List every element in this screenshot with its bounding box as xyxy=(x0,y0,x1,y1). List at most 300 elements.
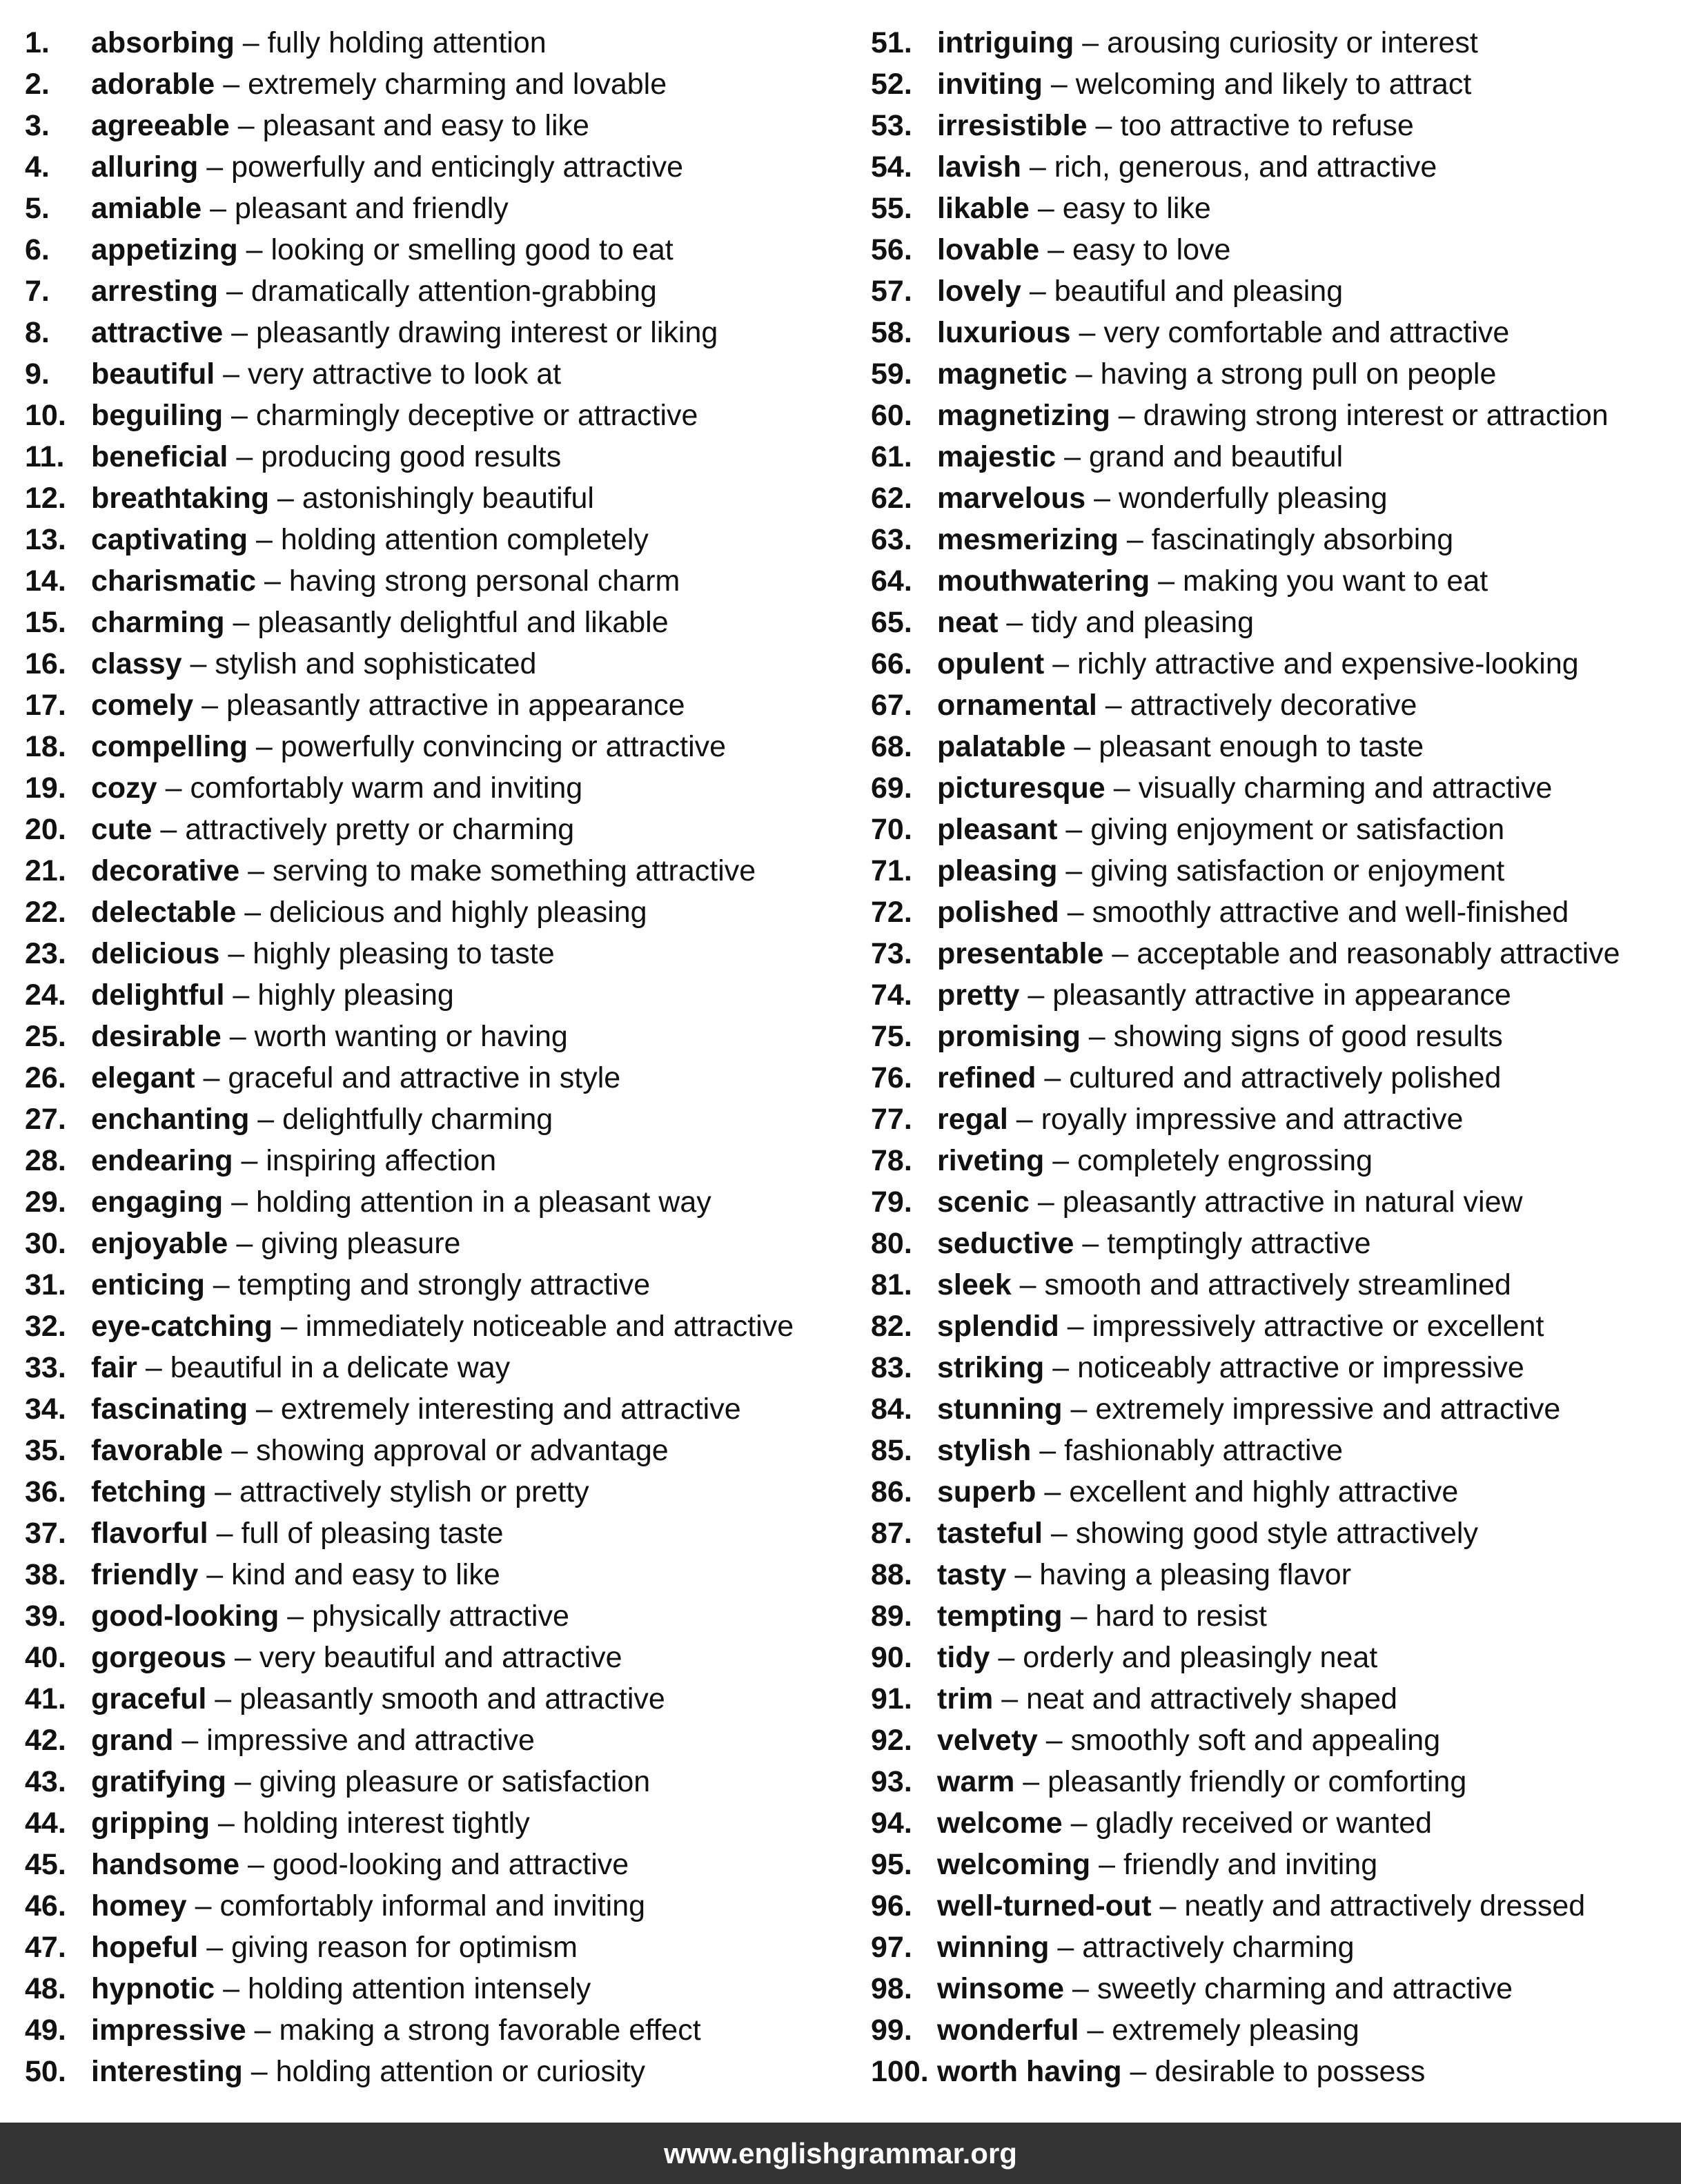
entry-separator: – xyxy=(255,1393,273,1426)
entry-definition: completely engrossing xyxy=(1077,1144,1373,1177)
entry-word: arresting xyxy=(91,275,219,308)
entry-word: beguiling xyxy=(91,399,224,432)
entry-word: majestic xyxy=(937,440,1056,473)
word-entry xyxy=(871,1927,1681,1968)
word-entry xyxy=(871,685,1681,726)
word-entry xyxy=(871,1595,1681,1637)
entry-word: classy xyxy=(91,647,182,680)
entry-definition: holding attention intensely xyxy=(248,1972,591,2005)
entry-number: 40. xyxy=(25,1641,66,1674)
entry-number: 77. xyxy=(871,1103,912,1136)
entry-separator: – xyxy=(1105,689,1122,722)
entry-separator: – xyxy=(246,233,263,266)
word-entry xyxy=(871,2009,1681,2051)
word-entry xyxy=(25,602,839,643)
entry-word: good-looking xyxy=(91,1600,279,1633)
entry-word: tempting xyxy=(937,1600,1063,1633)
entry-separator: – xyxy=(213,1268,230,1301)
entry-separator: – xyxy=(998,1641,1015,1674)
entry-number: 7. xyxy=(25,275,50,308)
entry-word: fetching xyxy=(91,1475,207,1508)
word-entry xyxy=(25,1347,839,1388)
entry-separator: – xyxy=(1094,482,1110,515)
entry-definition: beautiful in a delicate way xyxy=(170,1351,511,1384)
entry-number: 95. xyxy=(871,1848,912,1881)
entry-word: sleek xyxy=(937,1268,1012,1301)
entry-number: 47. xyxy=(25,1931,66,1964)
entry-number: 68. xyxy=(871,730,912,763)
entry-word: fascinating xyxy=(91,1393,248,1426)
entry-definition: gladly received or wanted xyxy=(1095,1807,1433,1840)
entry-separator: – xyxy=(231,399,248,432)
entry-definition: giving pleasure xyxy=(261,1227,461,1260)
entry-separator: – xyxy=(1065,813,1083,846)
entry-number: 31. xyxy=(25,1268,66,1301)
entry-number: 35. xyxy=(25,1434,66,1467)
word-entry xyxy=(871,974,1681,1016)
entry-number: 23. xyxy=(25,937,66,970)
word-entry xyxy=(25,1885,839,1927)
word-entry xyxy=(25,974,839,1016)
word-entry xyxy=(871,1761,1681,1802)
word-entry xyxy=(25,353,839,395)
word-entry xyxy=(871,312,1681,353)
entry-number: 36. xyxy=(25,1475,66,1508)
entry-separator: – xyxy=(1065,854,1083,887)
word-entry xyxy=(25,1016,839,1057)
entry-word: worth having xyxy=(937,2055,1122,2088)
entry-word: regal xyxy=(937,1103,1008,1136)
entry-number: 79. xyxy=(871,1186,912,1219)
entry-separator: – xyxy=(1159,1889,1177,1922)
word-entry xyxy=(25,436,839,478)
word-entry xyxy=(25,270,839,312)
word-entry xyxy=(25,560,839,602)
word-entry xyxy=(25,395,839,436)
entry-definition: kind and easy to like xyxy=(231,1558,500,1591)
entry-separator: – xyxy=(1037,1186,1054,1219)
entry-number: 6. xyxy=(25,233,50,266)
entry-definition: richly attractive and expensive-looking xyxy=(1077,647,1579,680)
word-entry xyxy=(871,1802,1681,1844)
entry-definition: very comfortable and attractive xyxy=(1103,316,1510,349)
entry-definition: very beautiful and attractive xyxy=(259,1641,622,1674)
entry-word: wonderful xyxy=(937,2014,1079,2047)
entry-number: 43. xyxy=(25,1765,66,1798)
entry-definition: attractively stylish or pretty xyxy=(239,1475,589,1508)
entry-separator: – xyxy=(1029,150,1046,184)
word-entry xyxy=(25,63,839,105)
entry-definition: cultured and attractively polished xyxy=(1069,1061,1502,1094)
entry-separator: – xyxy=(1067,1310,1084,1343)
entry-definition: comfortably warm and inviting xyxy=(190,771,583,805)
entry-number: 59. xyxy=(871,357,912,391)
entry-definition: showing approval or advantage xyxy=(256,1434,669,1467)
entry-word: favorable xyxy=(91,1434,224,1467)
word-entry xyxy=(25,1720,839,1761)
entry-separator: – xyxy=(1099,1848,1116,1881)
word-entry xyxy=(25,22,839,63)
entry-separator: – xyxy=(226,275,243,308)
word-entry xyxy=(25,519,839,560)
entry-separator: – xyxy=(1075,357,1092,391)
entry-word: irresistible xyxy=(937,109,1088,142)
entry-word: magnetic xyxy=(937,357,1068,391)
entry-separator: – xyxy=(1095,109,1112,142)
entry-word: gorgeous xyxy=(91,1641,226,1674)
entry-word: flavorful xyxy=(91,1517,208,1550)
entry-definition: pleasant and easy to like xyxy=(262,109,589,142)
entry-definition: fully holding attention xyxy=(267,26,547,59)
entry-definition: showing good style attractively xyxy=(1075,1517,1478,1550)
entry-separator: – xyxy=(236,440,253,473)
entry-definition: royally impressive and attractive xyxy=(1041,1103,1464,1136)
entry-definition: smoothly attractive and well-finished xyxy=(1092,896,1569,929)
word-entry xyxy=(871,1720,1681,1761)
entry-definition: graceful and attractive in style xyxy=(228,1061,621,1094)
entry-separator: – xyxy=(160,813,177,846)
entry-number: 48. xyxy=(25,1972,66,2005)
entry-number: 14. xyxy=(25,564,66,598)
entry-definition: looking or smelling good to eat xyxy=(271,233,674,266)
entry-word: intriguing xyxy=(937,26,1074,59)
entry-separator: – xyxy=(1029,275,1046,308)
entry-word: lovely xyxy=(937,275,1021,308)
entry-word: decorative xyxy=(91,854,240,887)
entry-separator: – xyxy=(231,316,248,349)
entry-word: tasty xyxy=(937,1558,1007,1591)
entry-definition: giving enjoyment or satisfaction xyxy=(1090,813,1505,846)
word-entry xyxy=(871,892,1681,933)
entry-separator: – xyxy=(1039,1434,1056,1467)
entry-definition: pleasant enough to taste xyxy=(1099,730,1424,763)
word-entry xyxy=(871,1016,1681,1057)
entry-number: 50. xyxy=(25,2055,66,2088)
word-entry xyxy=(25,1388,839,1430)
word-entry xyxy=(25,146,839,188)
entry-separator: – xyxy=(165,771,182,805)
entry-word: pleasing xyxy=(937,854,1058,887)
entry-number: 72. xyxy=(871,896,912,929)
entry-separator: – xyxy=(1130,2055,1147,2088)
entry-number: 66. xyxy=(871,647,912,680)
entry-separator: – xyxy=(190,647,207,680)
entry-separator: – xyxy=(201,689,219,722)
entry-definition: smooth and attractively streamlined xyxy=(1044,1268,1511,1301)
entry-separator: – xyxy=(242,26,259,59)
entry-separator: – xyxy=(228,937,245,970)
entry-number: 69. xyxy=(871,771,912,805)
word-entry xyxy=(25,933,839,974)
entry-separator: – xyxy=(1037,192,1054,225)
entry-separator: – xyxy=(1070,1393,1088,1426)
entry-definition: charmingly deceptive or attractive xyxy=(255,399,698,432)
word-list-left-column xyxy=(25,22,839,2092)
entry-definition: comfortably informal and inviting xyxy=(219,1889,646,1922)
entry-number: 63. xyxy=(871,523,912,556)
entry-separator: – xyxy=(231,1434,248,1467)
entry-definition: smoothly soft and appealing xyxy=(1070,1724,1441,1757)
word-entry xyxy=(871,1844,1681,1885)
entry-definition: extremely pleasing xyxy=(1112,2014,1359,2047)
entry-definition: too attractive to refuse xyxy=(1120,109,1414,142)
entry-number: 65. xyxy=(871,606,912,639)
entry-word: magnetizing xyxy=(937,399,1110,432)
word-entry xyxy=(25,1554,839,1595)
entry-definition: astonishingly beautiful xyxy=(302,482,594,515)
word-entry xyxy=(871,1306,1681,1347)
entry-word: compelling xyxy=(91,730,248,763)
entry-number: 1. xyxy=(25,26,50,59)
word-entry xyxy=(871,1554,1681,1595)
entry-number: 57. xyxy=(871,275,912,308)
word-entry xyxy=(871,1181,1681,1223)
entry-definition: full of pleasing taste xyxy=(241,1517,504,1550)
entry-word: grand xyxy=(91,1724,174,1757)
entry-number: 87. xyxy=(871,1517,912,1550)
entry-number: 94. xyxy=(871,1807,912,1840)
entry-definition: holding attention in a pleasant way xyxy=(255,1186,711,1219)
entry-definition: rich, generous, and attractive xyxy=(1054,150,1437,184)
entry-definition: desirable to possess xyxy=(1154,2055,1426,2088)
entry-number: 58. xyxy=(871,316,912,349)
entry-definition: good-looking and attractive xyxy=(272,1848,629,1881)
entry-word: captivating xyxy=(91,523,248,556)
entry-number: 55. xyxy=(871,192,912,225)
entry-number: 12. xyxy=(25,482,66,515)
entry-definition: holding attention or curiosity xyxy=(275,2055,646,2088)
entry-word: stylish xyxy=(937,1434,1032,1467)
entry-word: mouthwatering xyxy=(937,564,1150,598)
word-entry xyxy=(25,2051,839,2092)
word-entry xyxy=(871,1057,1681,1099)
entry-number: 42. xyxy=(25,1724,66,1757)
entry-number: 81. xyxy=(871,1268,912,1301)
entry-definition: giving satisfaction or enjoyment xyxy=(1090,854,1505,887)
footer-bar xyxy=(0,2123,1681,2184)
entry-separator: – xyxy=(277,482,294,515)
entry-number: 2. xyxy=(25,68,50,101)
entry-word: fair xyxy=(91,1351,137,1384)
entry-word: cozy xyxy=(91,771,157,805)
word-entry xyxy=(871,1885,1681,1927)
entry-number: 19. xyxy=(25,771,66,805)
entry-number: 96. xyxy=(871,1889,912,1922)
entry-number: 38. xyxy=(25,1558,66,1591)
entry-word: stunning xyxy=(937,1393,1063,1426)
entry-separator: – xyxy=(223,357,240,391)
word-entry xyxy=(25,1595,839,1637)
entry-number: 99. xyxy=(871,2014,912,2047)
entry-definition: immediately noticeable and attractive xyxy=(305,1310,794,1343)
entry-definition: having a pleasing flavor xyxy=(1039,1558,1352,1591)
entry-separator: – xyxy=(1044,1475,1061,1508)
entry-definition: serving to make something attractive xyxy=(272,854,756,887)
entry-separator: – xyxy=(210,192,227,225)
entry-word: absorbing xyxy=(91,26,235,59)
entry-number: 78. xyxy=(871,1144,912,1177)
entry-word: delicious xyxy=(91,937,220,970)
entry-word: homey xyxy=(91,1889,187,1922)
entry-separator: – xyxy=(237,109,255,142)
entry-definition: holding interest tightly xyxy=(242,1807,530,1840)
entry-number: 91. xyxy=(871,1682,912,1715)
entry-word: impressive xyxy=(91,2014,246,2047)
entry-word: graceful xyxy=(91,1682,207,1715)
entry-word: splendid xyxy=(937,1310,1059,1343)
entry-separator: – xyxy=(1057,1931,1074,1964)
entry-word: mesmerizing xyxy=(937,523,1119,556)
entry-definition: pleasantly friendly or comforting xyxy=(1048,1765,1467,1798)
entry-number: 52. xyxy=(871,68,912,101)
entry-separator: – xyxy=(1113,771,1130,805)
entry-word: agreeable xyxy=(91,109,230,142)
entry-separator: – xyxy=(1118,399,1135,432)
entry-word: presentable xyxy=(937,937,1104,970)
entry-separator: – xyxy=(206,1931,224,1964)
entry-word: superb xyxy=(937,1475,1036,1508)
entry-word: marvelous xyxy=(937,482,1086,515)
entry-definition: wonderfully pleasing xyxy=(1118,482,1388,515)
word-entry xyxy=(871,850,1681,892)
entry-number: 9. xyxy=(25,357,50,391)
word-entry xyxy=(871,63,1681,105)
entry-separator: – xyxy=(280,1310,297,1343)
word-entry xyxy=(871,1223,1681,1264)
entry-definition: fascinatingly absorbing xyxy=(1151,523,1454,556)
entry-definition: powerfully convincing or attractive xyxy=(280,730,727,763)
entry-separator: – xyxy=(1001,1682,1019,1715)
entry-separator: – xyxy=(1072,1972,1089,2005)
entry-definition: extremely charming and lovable xyxy=(248,68,667,101)
entry-separator: – xyxy=(1088,1020,1105,1053)
entry-separator: – xyxy=(1044,1061,1061,1094)
entry-word: ornamental xyxy=(937,689,1097,722)
entry-definition: attractively charming xyxy=(1082,1931,1355,1964)
entry-word: delectable xyxy=(91,896,237,929)
word-entry xyxy=(871,353,1681,395)
word-list-right-column xyxy=(871,22,1681,2092)
entry-word: eye-catching xyxy=(91,1310,273,1343)
word-entry xyxy=(25,1513,839,1554)
word-entry xyxy=(25,809,839,850)
entry-number: 20. xyxy=(25,813,66,846)
word-entry xyxy=(871,1678,1681,1720)
entry-word: charming xyxy=(91,606,225,639)
entry-definition: impressive and attractive xyxy=(206,1724,535,1757)
word-entry xyxy=(25,1430,839,1471)
entry-separator: – xyxy=(1070,1807,1088,1840)
entry-word: welcome xyxy=(937,1807,1063,1840)
word-entry xyxy=(871,1471,1681,1513)
entry-word: winsome xyxy=(937,1972,1064,2005)
entry-definition: physically attractive xyxy=(312,1600,569,1633)
entry-number: 44. xyxy=(25,1807,66,1840)
entry-separator: – xyxy=(1074,730,1091,763)
entry-number: 49. xyxy=(25,2014,66,2047)
entry-number: 82. xyxy=(871,1310,912,1343)
entry-word: alluring xyxy=(91,150,199,184)
word-entry xyxy=(871,1637,1681,1678)
entry-word: lovable xyxy=(937,233,1040,266)
entry-word: refined xyxy=(937,1061,1036,1094)
word-entry xyxy=(871,105,1681,146)
entry-number: 84. xyxy=(871,1393,912,1426)
entry-number: 37. xyxy=(25,1517,66,1550)
word-entry xyxy=(25,767,839,809)
entry-word: endearing xyxy=(91,1144,233,1177)
entry-separator: – xyxy=(195,1889,212,1922)
entry-number: 53. xyxy=(871,109,912,142)
word-entry xyxy=(871,1968,1681,2009)
entry-separator: – xyxy=(264,564,281,598)
entry-word: engaging xyxy=(91,1186,224,1219)
entry-number: 76. xyxy=(871,1061,912,1094)
entry-number: 61. xyxy=(871,440,912,473)
entry-number: 97. xyxy=(871,1931,912,1964)
entry-number: 30. xyxy=(25,1227,66,1260)
entry-number: 46. xyxy=(25,1889,66,1922)
entry-separator: – xyxy=(244,896,262,929)
entry-definition: beautiful and pleasing xyxy=(1054,275,1344,308)
entry-separator: – xyxy=(233,606,250,639)
footer-website[interactable]: www.englishgrammar.org xyxy=(664,2137,1017,2170)
entry-number: 71. xyxy=(871,854,912,887)
word-entry xyxy=(25,1761,839,1802)
word-entry xyxy=(25,1264,839,1306)
entry-separator: – xyxy=(216,1517,233,1550)
word-entry xyxy=(871,2051,1681,2092)
word-entry xyxy=(871,1388,1681,1430)
word-entry xyxy=(25,2009,839,2051)
entry-word: winning xyxy=(937,1931,1050,1964)
entry-definition: attractively decorative xyxy=(1130,689,1417,722)
entry-definition: arousing curiosity or interest xyxy=(1107,26,1478,59)
entry-separator: – xyxy=(1023,1765,1040,1798)
entry-number: 26. xyxy=(25,1061,66,1094)
entry-separator: – xyxy=(145,1351,162,1384)
entry-number: 88. xyxy=(871,1558,912,1591)
entry-word: friendly xyxy=(91,1558,199,1591)
word-entry xyxy=(871,560,1681,602)
entry-separator: – xyxy=(248,854,264,887)
entry-definition: delicious and highly pleasing xyxy=(269,896,647,929)
word-entry xyxy=(871,229,1681,270)
entry-separator: – xyxy=(1064,440,1081,473)
entry-separator: – xyxy=(231,1186,248,1219)
entry-number: 67. xyxy=(871,689,912,722)
entry-definition: extremely interesting and attractive xyxy=(280,1393,741,1426)
entry-definition: impressively attractive or excellent xyxy=(1092,1310,1544,1343)
entry-word: tasteful xyxy=(937,1517,1043,1550)
word-entry xyxy=(25,1802,839,1844)
entry-definition: pleasantly drawing interest or liking xyxy=(256,316,718,349)
entry-separator: – xyxy=(248,1848,264,1881)
entry-separator: – xyxy=(250,2055,268,2088)
entry-separator: – xyxy=(1082,1227,1099,1260)
entry-separator: – xyxy=(1112,937,1129,970)
word-entry xyxy=(25,1140,839,1181)
entry-definition: giving pleasure or satisfaction xyxy=(259,1765,651,1798)
entry-word: opulent xyxy=(937,647,1045,680)
word-entry xyxy=(25,188,839,229)
entry-definition: showing signs of good results xyxy=(1113,1020,1503,1053)
entry-definition: easy to love xyxy=(1072,233,1231,266)
word-entry xyxy=(871,1430,1681,1471)
entry-separator: – xyxy=(1048,233,1065,266)
entry-word: seductive xyxy=(937,1227,1074,1260)
entry-word: luxurious xyxy=(937,316,1071,349)
